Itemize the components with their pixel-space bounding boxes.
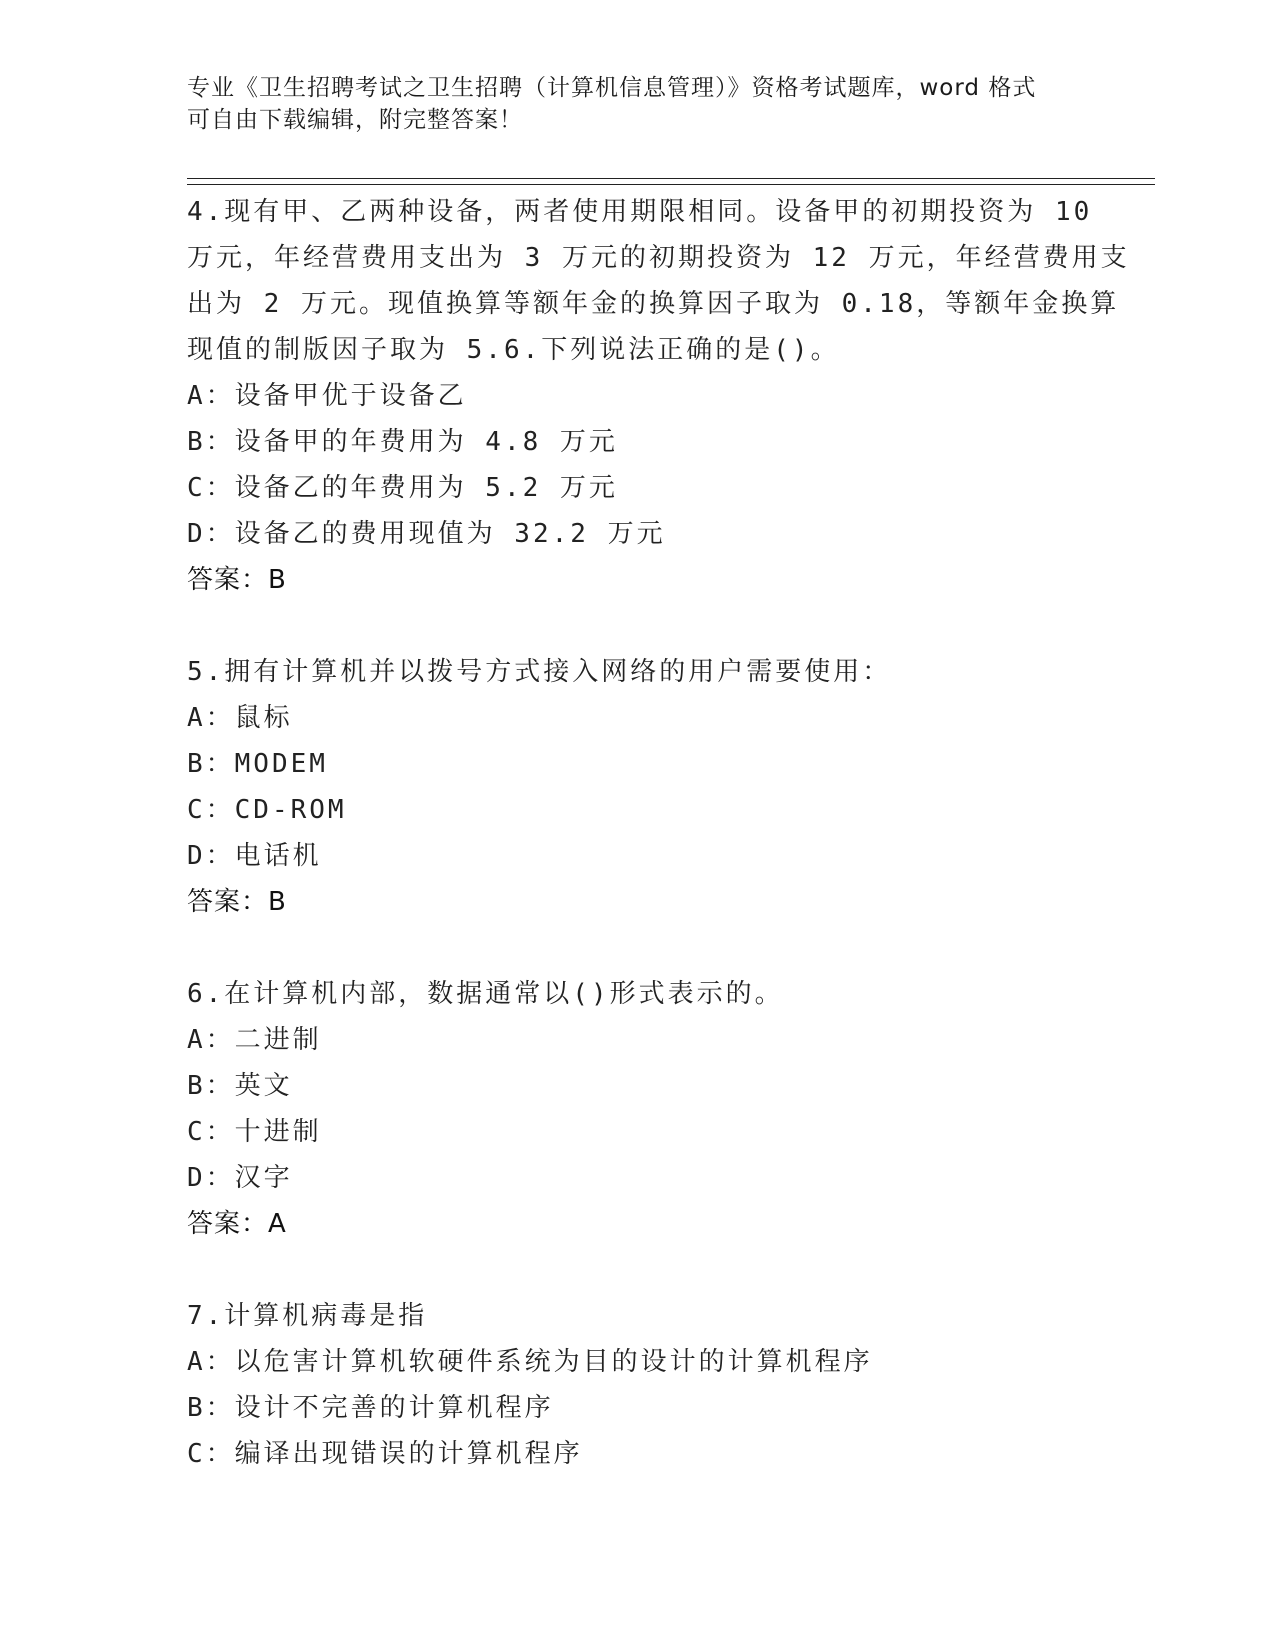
question-text-line: 6.在计算机内部，数据通常以()形式表示的。 [187,979,784,1009]
option-c: C：十进制 [187,1117,322,1147]
question-block [187,1293,1087,1477]
option-b: B：设备甲的年费用为 4.8 万元 [187,427,618,457]
spacer [187,925,1087,971]
option-b: B：设计不完善的计算机程序 [187,1393,554,1423]
option-b: B：英文 [187,1071,293,1101]
question-text-line: 4.现有甲、乙两种设备，两者使用期限相同。设备甲的初期投资为 10 [187,197,1093,227]
header-line-2: 可自由下载编辑，附完整答案！ [187,107,523,133]
answer-line: 答案：A [187,1209,287,1239]
spacer [187,1247,1087,1293]
question-text-line: 万元，年经营费用支出为 3 万元的初期投资为 12 万元，年经营费用支 [187,243,1130,273]
answer-line: 答案：B [187,887,287,917]
option-d: D：设备乙的费用现值为 32.2 万元 [187,519,666,549]
option-a: A：以危害计算机软硬件系统为目的设计的计算机程序 [187,1347,873,1377]
document-header [187,72,1067,136]
spacer [187,603,1087,649]
question-list [187,189,1130,1477]
question-text-line: 5.拥有计算机并以拨号方式接入网络的用户需要使用： [187,657,892,687]
question-block [187,649,1087,925]
question-text-line: 现值的制版因子取为 5.6.下列说法正确的是()。 [187,335,840,365]
header-line-1: 专业《卫生招聘考试之卫生招聘（计算机信息管理）》资格考试题库，word 格式 [187,75,1037,101]
option-c: C：CD-ROM [187,795,347,825]
header-divider-top [187,178,1155,179]
option-d: D：汉字 [187,1163,293,1193]
question-block [187,971,1087,1247]
answer-line: 答案：B [187,565,287,595]
option-d: D：电话机 [187,841,322,871]
option-c: C：编译出现错误的计算机程序 [187,1439,583,1469]
option-b: B：MODEM [187,749,328,779]
question-block [187,189,1130,603]
option-a: A：设备甲优于设备乙 [187,381,467,411]
question-text-line: 出为 2 万元。现值换算等额年金的换算因子取为 0.18，等额年金换算 [187,289,1120,319]
question-text-line: 7.计算机病毒是指 [187,1301,428,1331]
option-a: A：鼠标 [187,703,293,733]
option-a: A：二进制 [187,1025,322,1055]
option-c: C：设备乙的年费用为 5.2 万元 [187,473,618,503]
header-divider-bottom [187,184,1155,185]
